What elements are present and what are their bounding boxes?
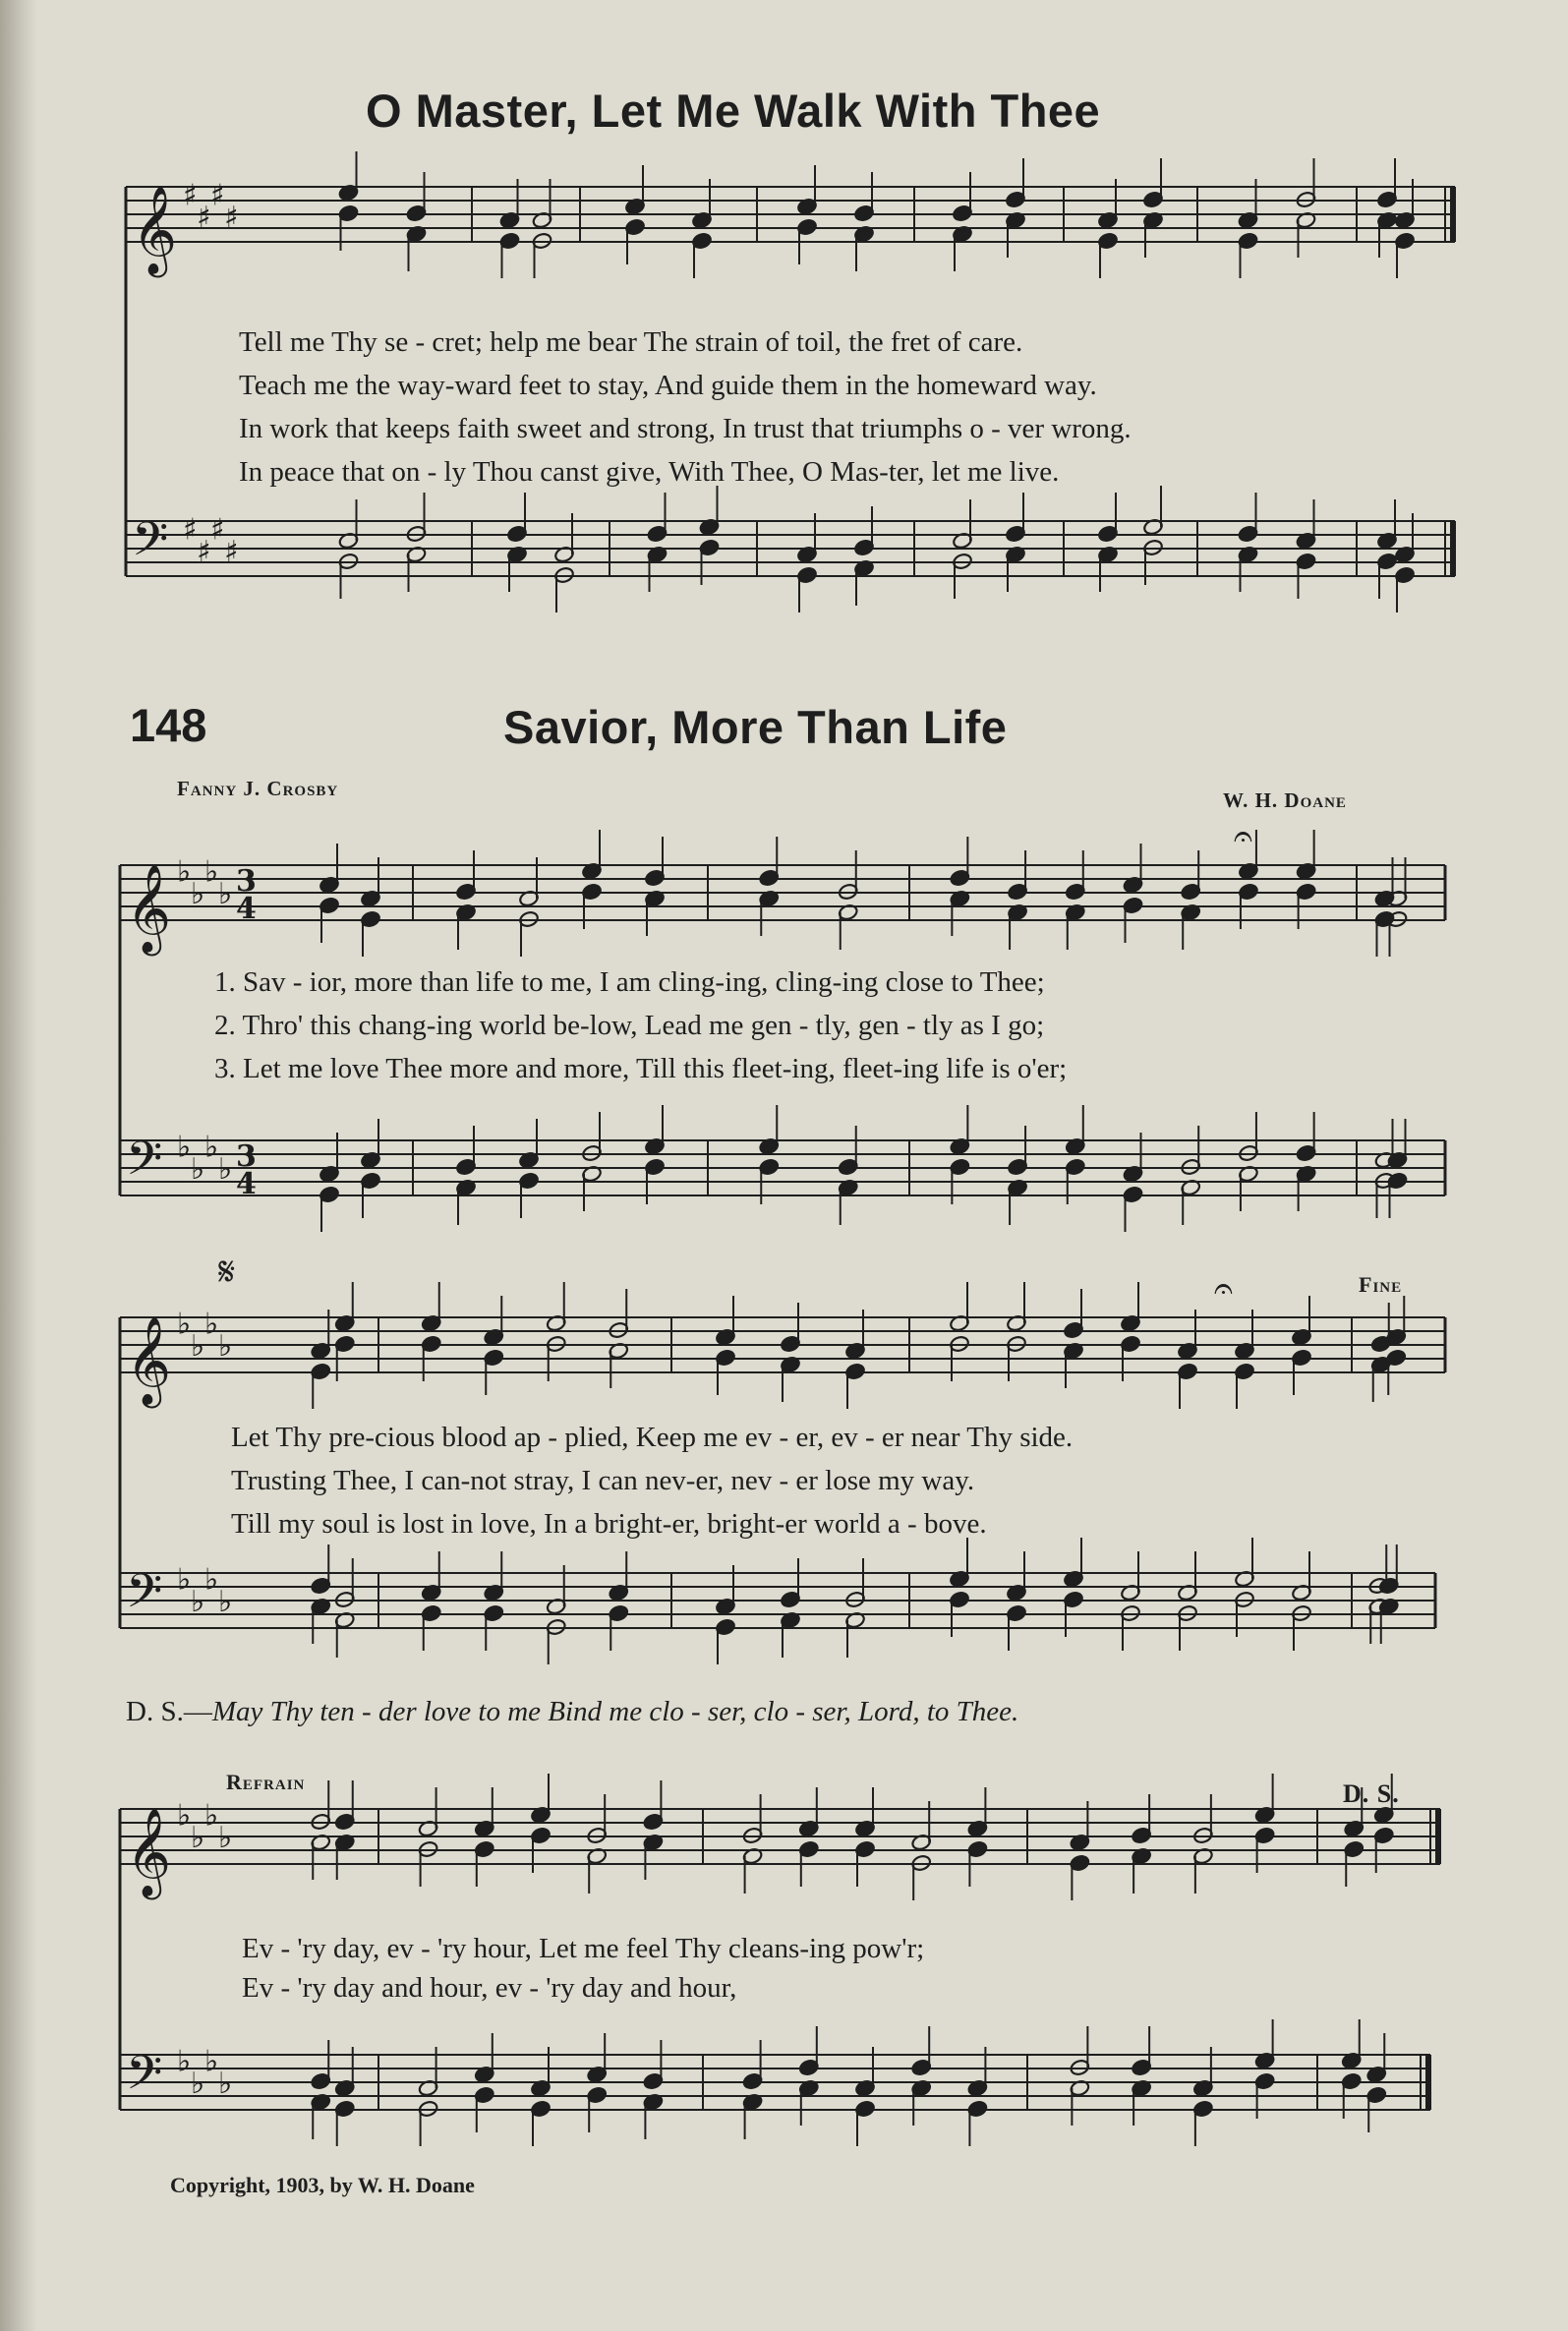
bass-clef-icon: 𝄢 — [126, 1563, 163, 1630]
hymn1-verse-1: Tell me Thy se - cret; help me bear The strain of toil, the fret of care. — [239, 326, 1023, 358]
copyright-notice: Copyright, 1903, by W. H. Doane — [170, 2173, 475, 2197]
treble-clef-icon: 𝄞 — [132, 186, 178, 274]
hymn2-verse-3a: 3. Let me love Thee more and more, Till this fleet-ing, fleet-ing life is o'er; — [214, 1053, 1068, 1084]
flat-sign-icon: ♭ — [218, 1151, 233, 1187]
flat-sign-icon: ♭ — [177, 1130, 192, 1165]
flat-sign-icon: ♭ — [177, 1562, 192, 1598]
hymn1-verse-2: Teach me the way-ward feet to stay, And guide them in the homeward way. — [239, 370, 1097, 401]
hymn2-verse-1a: 1. Sav - ior, more than life to me, I am cling-ing, cling-ing close to Thee; — [214, 966, 1045, 998]
sharp-sign-icon: ♯ — [197, 200, 211, 235]
treble-clef-icon: 𝄞 — [126, 1316, 172, 1405]
flat-sign-icon: ♭ — [191, 876, 205, 911]
segno-icon: 𝄋 — [218, 1250, 236, 1294]
ds-label: D. S. — [1343, 1779, 1400, 1808]
time-signature-top: 3 — [236, 864, 257, 899]
hymn1-verse-4: In peace that on - ly Thou canst give, With Thee, O Mas-ter, let me live. — [239, 456, 1060, 488]
sharp-sign-icon: ♯ — [183, 512, 198, 548]
sharp-sign-icon: ♯ — [210, 512, 225, 548]
flat-sign-icon: ♭ — [218, 2066, 233, 2101]
dal-segno-line — [126, 1696, 1018, 1728]
flat-sign-icon: ♭ — [218, 1820, 233, 1855]
flat-sign-icon: ♭ — [177, 1307, 192, 1342]
hymn2-verse-2b: Trusting Thee, I can-not stray, I can nev-er, nev - er lose my way. — [231, 1465, 975, 1496]
fine-label: Fine — [1359, 1272, 1403, 1297]
hymn-title-savior: Savior, More Than Life — [503, 701, 1008, 753]
refrain-line-1: Ev - 'ry day, ev - 'ry hour, Let me feel Thy cleans-ing pow'r; — [242, 1933, 925, 1964]
sharp-sign-icon: ♯ — [183, 178, 198, 213]
treble-clef-icon: 𝄞 — [126, 864, 172, 953]
hymn2-verse-3b: Till my soul is lost in love, In a bright-er, bright-er world a - bove. — [231, 1508, 987, 1540]
hymn1-verse-3: In work that keeps faith sweet and strong, In trust that triumphs o - ver wrong. — [239, 413, 1132, 444]
flat-sign-icon: ♭ — [204, 1307, 219, 1342]
flat-sign-icon: ♭ — [218, 1328, 233, 1364]
sharp-sign-icon: ♯ — [224, 534, 239, 569]
fermata-icon: 𝄐 — [1214, 1269, 1233, 1309]
flat-sign-icon: ♭ — [191, 1820, 205, 1855]
flat-sign-icon: ♭ — [191, 1151, 205, 1187]
flat-sign-icon: ♭ — [204, 1562, 219, 1598]
final-barline-thick — [1450, 521, 1456, 576]
ds-lyric: May Thy ten - der love to me Bind me clo - ser, clo - ser, Lord, to Thee. — [211, 1696, 1019, 1727]
flat-sign-icon: ♭ — [204, 1798, 219, 1834]
flat-sign-icon: ♭ — [218, 876, 233, 911]
treble-clef-icon: 𝄞 — [126, 1808, 172, 1896]
sharp-sign-icon: ♯ — [197, 534, 211, 569]
composer-credit: W. H. Doane — [1223, 788, 1347, 812]
final-barline-thick — [1425, 2055, 1431, 2110]
flat-sign-icon: ♭ — [177, 1798, 192, 1834]
hymn1-lyrics — [239, 321, 1132, 494]
sharp-sign-icon: ♯ — [210, 178, 225, 213]
flat-sign-icon: ♭ — [177, 854, 192, 890]
time-signature-bottom: 4 — [236, 892, 257, 926]
final-barline-thick — [1435, 1809, 1441, 1864]
refrain-line-2: Ev - 'ry day and hour, ev - 'ry day and hour, — [242, 1972, 737, 2004]
hymn2-verse-1b: Let Thy pre-cious blood ap - plied, Keep me ev - er, ev - er near Thy side. — [231, 1422, 1074, 1453]
flat-sign-icon: ♭ — [177, 2044, 192, 2079]
flat-sign-icon: ♭ — [204, 1130, 219, 1165]
lyricist-credit: Fanny J. Crosby — [177, 777, 339, 800]
flat-sign-icon: ♭ — [191, 2066, 205, 2101]
refrain-lyrics — [242, 1927, 924, 2006]
bass-clef-icon: 𝄢 — [126, 2045, 163, 2112]
flat-sign-icon: ♭ — [204, 854, 219, 890]
sharp-sign-icon: ♯ — [224, 200, 239, 235]
hymn2-verse-lyrics-b — [231, 1416, 1073, 1545]
final-barline-thick — [1450, 187, 1456, 242]
refrain-label: Refrain — [226, 1770, 306, 1794]
time-signature-bottom: 4 — [236, 1167, 257, 1201]
time-signature-top: 3 — [236, 1139, 257, 1174]
bass-clef-icon: 𝄢 — [126, 1131, 163, 1197]
hymn2-verse-lyrics-a — [214, 961, 1067, 1090]
hymn2-verse-2a: 2. Thro' this chang-ing world be-low, Lead me gen - tly, gen - tly as I go; — [214, 1010, 1045, 1041]
hymn-title-o-master: O Master, Let Me Walk With Thee — [366, 85, 1101, 137]
fermata-icon: 𝄐 — [1234, 817, 1252, 856]
flat-sign-icon: ♭ — [218, 1584, 233, 1619]
flat-sign-icon: ♭ — [204, 2044, 219, 2079]
ds-prefix: D. S.— — [126, 1696, 212, 1727]
flat-sign-icon: ♭ — [191, 1328, 205, 1364]
flat-sign-icon: ♭ — [191, 1584, 205, 1619]
bass-clef-icon: 𝄢 — [132, 511, 169, 578]
hymn-number: 148 — [130, 699, 207, 751]
